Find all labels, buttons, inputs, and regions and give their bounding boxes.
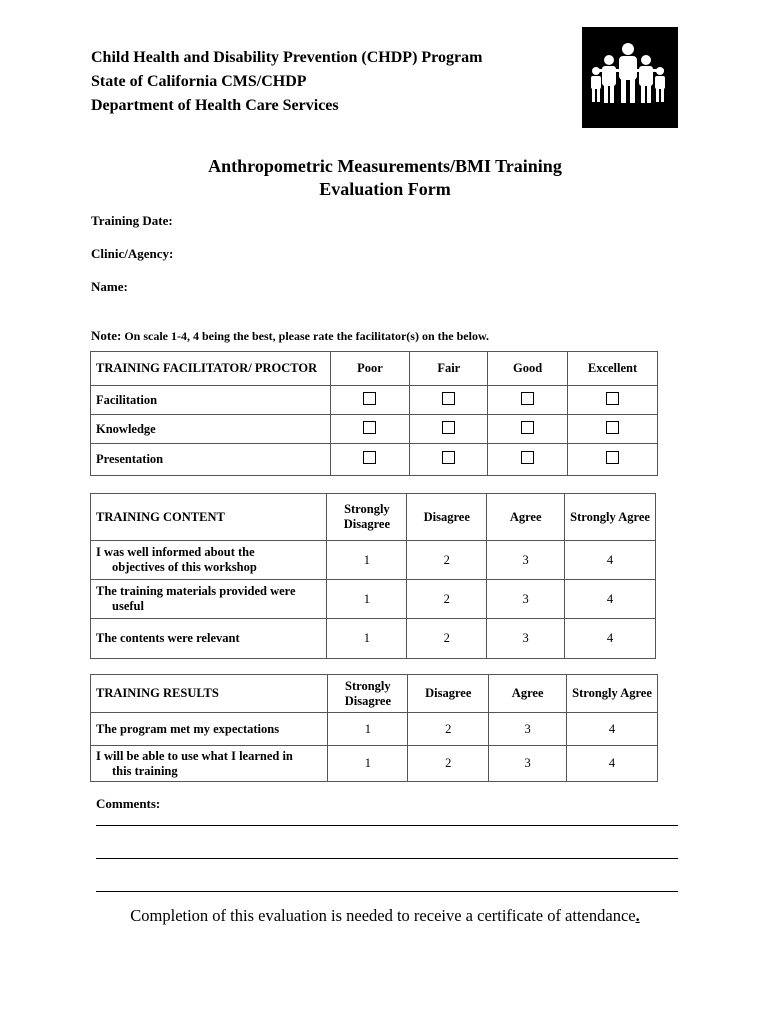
rating-4[interactable]: 4 bbox=[565, 580, 656, 619]
column-fair: Fair bbox=[410, 352, 488, 386]
rating-2[interactable]: 2 bbox=[408, 746, 489, 782]
column-strongly-agree: Strongly Agree bbox=[567, 675, 658, 713]
comment-line[interactable] bbox=[96, 825, 678, 826]
clinic-agency-label: Clinic/Agency: bbox=[91, 246, 174, 261]
checkbox[interactable] bbox=[606, 392, 619, 405]
statement: I was well informed about the objectives of this workshop bbox=[91, 541, 327, 580]
facilitator-table bbox=[90, 351, 658, 476]
column-good: Good bbox=[488, 352, 568, 386]
column-disagree: Disagree bbox=[407, 494, 487, 541]
column-strongly-disagree: Strongly Disagree bbox=[327, 494, 407, 541]
title-line-2: Evaluation Form bbox=[319, 179, 451, 199]
rating-3[interactable]: 3 bbox=[489, 713, 567, 746]
statement: I will be able to use what I learned in this training bbox=[91, 746, 328, 782]
rating-1[interactable]: 1 bbox=[327, 541, 407, 580]
checkbox[interactable] bbox=[606, 421, 619, 434]
checkbox[interactable] bbox=[442, 392, 455, 405]
rating-1[interactable]: 1 bbox=[328, 746, 408, 782]
checkbox[interactable] bbox=[363, 421, 376, 434]
rating-2[interactable]: 2 bbox=[407, 619, 487, 659]
row-presentation: Presentation bbox=[91, 444, 331, 476]
results-table bbox=[90, 674, 658, 782]
checkbox[interactable] bbox=[363, 392, 376, 405]
checkbox[interactable] bbox=[363, 451, 376, 464]
table-row bbox=[91, 619, 656, 659]
table-row bbox=[91, 746, 658, 782]
header bbox=[91, 46, 482, 118]
form-title bbox=[0, 155, 770, 201]
footer-text: Completion of this evaluation is needed to receive a certificate of attendance bbox=[130, 906, 636, 925]
rating-3[interactable]: 3 bbox=[487, 580, 565, 619]
table-row bbox=[91, 580, 656, 619]
family-icon bbox=[582, 27, 678, 128]
department-name: Department of Health Care Services bbox=[91, 97, 339, 114]
statement: The program met my expectations bbox=[91, 713, 328, 746]
rating-3[interactable]: 3 bbox=[487, 541, 565, 580]
row-facilitation: Facilitation bbox=[91, 386, 331, 415]
table-row bbox=[91, 415, 658, 444]
comment-line[interactable] bbox=[96, 858, 678, 859]
statement: The contents were relevant bbox=[91, 619, 327, 659]
comments-label: Comments: bbox=[96, 796, 161, 811]
footer-period: . bbox=[635, 906, 640, 925]
checkbox[interactable] bbox=[521, 421, 534, 434]
checkbox[interactable] bbox=[521, 451, 534, 464]
checkbox[interactable] bbox=[521, 392, 534, 405]
column-excellent: Excellent bbox=[568, 352, 658, 386]
table-row bbox=[91, 444, 658, 476]
rating-4[interactable]: 4 bbox=[565, 619, 656, 659]
checkbox[interactable] bbox=[442, 421, 455, 434]
comment-line[interactable] bbox=[96, 891, 678, 892]
table-row bbox=[91, 713, 658, 746]
rating-1[interactable]: 1 bbox=[328, 713, 408, 746]
program-name: Child Health and Disability Prevention (CHDP) Program bbox=[91, 49, 483, 66]
rating-3[interactable]: 3 bbox=[489, 746, 567, 782]
rating-4[interactable]: 4 bbox=[567, 713, 658, 746]
row-knowledge: Knowledge bbox=[91, 415, 331, 444]
column-strongly-disagree: Strongly Disagree bbox=[328, 675, 408, 713]
results-header: TRAINING RESULTS bbox=[91, 675, 328, 713]
rating-2[interactable]: 2 bbox=[407, 580, 487, 619]
column-poor: Poor bbox=[330, 352, 410, 386]
note-label: Note: bbox=[91, 328, 122, 343]
rating-2[interactable]: 2 bbox=[408, 713, 489, 746]
content-header: TRAINING CONTENT bbox=[91, 494, 327, 541]
column-agree: Agree bbox=[489, 675, 567, 713]
name-label: Name: bbox=[91, 279, 128, 294]
rating-1[interactable]: 1 bbox=[327, 619, 407, 659]
rating-4[interactable]: 4 bbox=[567, 746, 658, 782]
footer-note bbox=[0, 906, 770, 926]
statement: The training materials provided were useful bbox=[91, 580, 327, 619]
checkbox[interactable] bbox=[606, 451, 619, 464]
state-agency: State of California CMS/CHDP bbox=[91, 73, 307, 90]
column-strongly-agree: Strongly Agree bbox=[565, 494, 656, 541]
title-line-1: Anthropometric Measurements/BMI Training bbox=[208, 156, 562, 176]
column-agree: Agree bbox=[487, 494, 565, 541]
rating-3[interactable]: 3 bbox=[487, 619, 565, 659]
rating-1[interactable]: 1 bbox=[327, 580, 407, 619]
rating-note bbox=[91, 328, 489, 344]
checkbox[interactable] bbox=[442, 451, 455, 464]
table-row bbox=[91, 541, 656, 580]
table-row bbox=[91, 386, 658, 415]
content-table bbox=[90, 493, 656, 659]
rating-2[interactable]: 2 bbox=[407, 541, 487, 580]
column-disagree: Disagree bbox=[408, 675, 489, 713]
note-text: On scale 1-4, 4 being the best, please rate the facilitator(s) on the below. bbox=[121, 329, 489, 343]
facilitator-header: TRAINING FACILITATOR/ PROCTOR bbox=[91, 352, 331, 386]
training-date-label: Training Date: bbox=[91, 213, 173, 228]
rating-4[interactable]: 4 bbox=[565, 541, 656, 580]
